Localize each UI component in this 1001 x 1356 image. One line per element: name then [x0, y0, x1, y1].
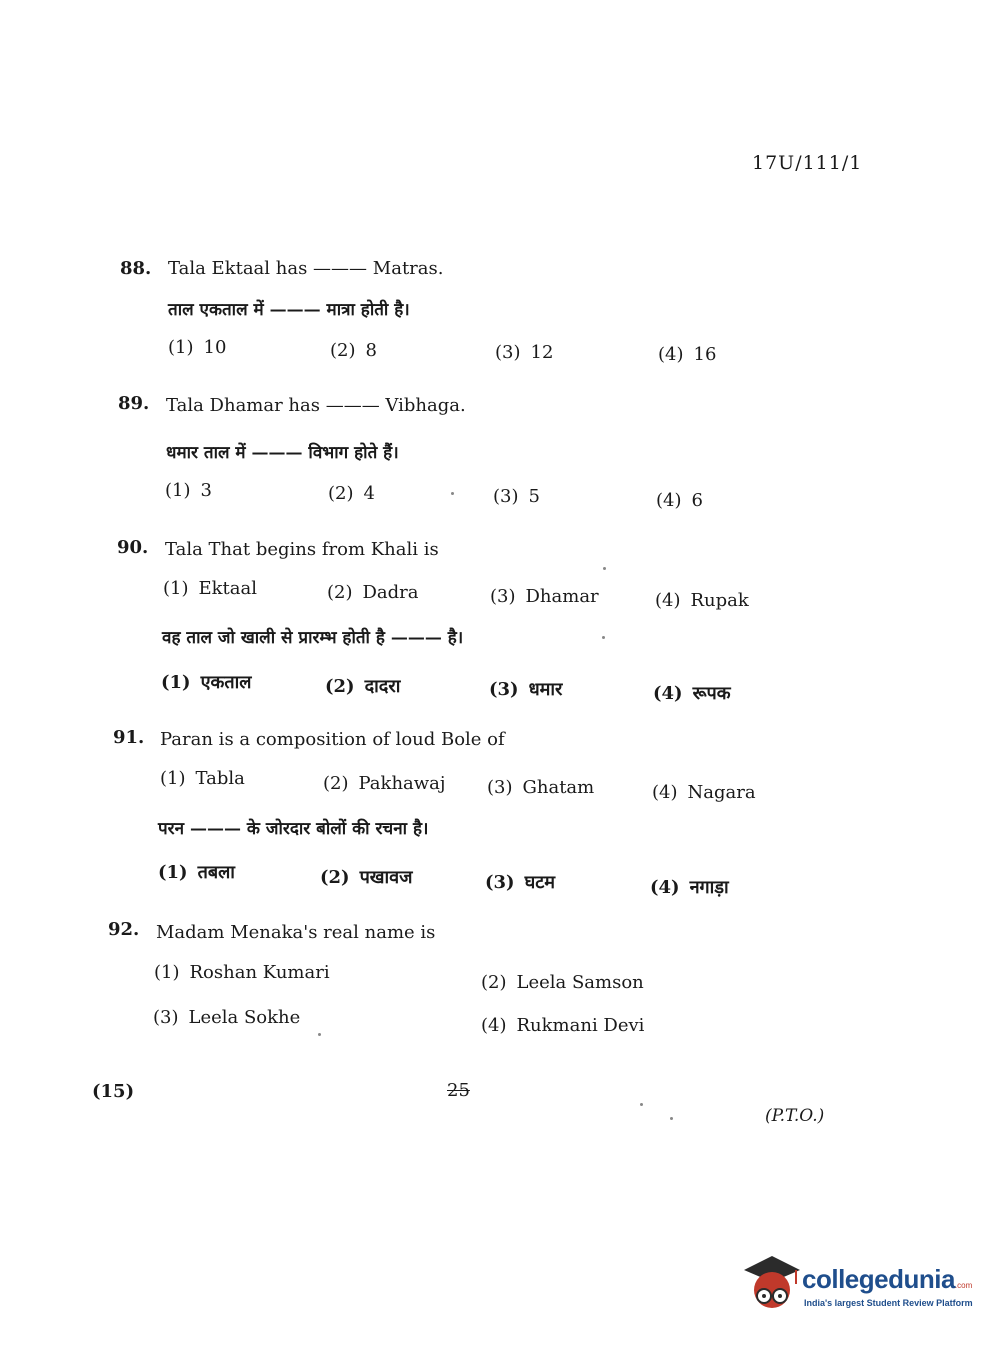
- scan-speck: [670, 1117, 673, 1120]
- option-2: (2) 8: [330, 340, 377, 361]
- logo-mascot-icon: [740, 1252, 802, 1318]
- paper-code: 17U/111/1: [752, 152, 863, 174]
- page-code-left: (15): [92, 1081, 135, 1102]
- option-4: (4) Rukmani Devi: [481, 1015, 645, 1036]
- option-1-hi: (1) तबला: [158, 862, 235, 883]
- option-1: (1) Tabla: [160, 768, 245, 789]
- question-text-hi: धमार ताल में ——— विभाग होते हैं।: [166, 443, 399, 463]
- question-text-en: Tala That begins from Khali is: [165, 539, 439, 560]
- option-4: (4) Nagara: [652, 782, 756, 803]
- scan-speck: [602, 636, 605, 639]
- option-4: (4) 16: [658, 344, 717, 365]
- scan-speck: [640, 1103, 643, 1106]
- logo-domain: .com: [954, 1281, 973, 1290]
- question-text-en: Tala Dhamar has ——— Vibhaga.: [166, 395, 466, 416]
- logo-tagline: India's largest Student Review Platform: [804, 1298, 973, 1308]
- question-text-hi: परन ——— के जोरदार बोलों की रचना है।: [158, 819, 429, 839]
- option-4-hi: (4) नगाड़ा: [650, 877, 729, 898]
- question-text-en: Paran is a composition of loud Bole of: [160, 729, 505, 750]
- option-1-hi: (1) एकताल: [161, 672, 252, 693]
- option-1: (1) 3: [165, 480, 212, 501]
- question-number: 89.: [118, 393, 150, 414]
- pto-label: (P.T.O.): [765, 1106, 825, 1126]
- question-number: 88.: [120, 258, 152, 279]
- option-4-hi: (4) रूपक: [653, 683, 731, 704]
- question-text-en: Tala Ektaal has ——— Matras.: [168, 258, 444, 279]
- scan-speck: [603, 567, 606, 570]
- page-number: 25: [447, 1080, 470, 1101]
- option-3: (3) 5: [493, 486, 540, 507]
- option-1: (1) Roshan Kumari: [154, 962, 330, 983]
- option-3: (3) Leela Sokhe: [153, 1007, 301, 1028]
- collegedunia-logo: [740, 1250, 980, 1320]
- option-2: (2) 4: [328, 483, 375, 504]
- question-number: 92.: [108, 919, 140, 940]
- option-2: (2) Pakhawaj: [323, 773, 446, 794]
- question-number: 90.: [117, 537, 149, 558]
- question-number: 91.: [113, 727, 145, 748]
- question-text-hi: ताल एकताल में ——— मात्रा होती है।: [168, 300, 410, 320]
- option-2: (2) Dadra: [327, 582, 419, 603]
- option-3: (3) Dhamar: [490, 586, 599, 607]
- option-2-hi: (2) दादरा: [325, 676, 401, 697]
- option-4: (4) 6: [656, 490, 703, 511]
- option-1: (1) Ektaal: [163, 578, 257, 599]
- option-3-hi: (3) धमार: [489, 679, 563, 700]
- option-3: (3) 12: [495, 342, 554, 363]
- option-1: (1) 10: [168, 337, 227, 358]
- question-text-hi: वह ताल जो खाली से प्रारम्भ होती है ——— है।: [162, 628, 464, 648]
- logo-name: collegedunia: [802, 1264, 955, 1294]
- option-2: (2) Leela Samson: [481, 972, 644, 993]
- option-3: (3) Ghatam: [487, 777, 595, 798]
- option-4: (4) Rupak: [655, 590, 749, 611]
- scan-speck: [451, 492, 454, 495]
- option-3-hi: (3) घटम: [485, 872, 556, 893]
- scan-speck: [318, 1033, 321, 1036]
- question-text-en: Madam Menaka's real name is: [156, 922, 436, 943]
- option-2-hi: (2) पखावज: [320, 867, 413, 888]
